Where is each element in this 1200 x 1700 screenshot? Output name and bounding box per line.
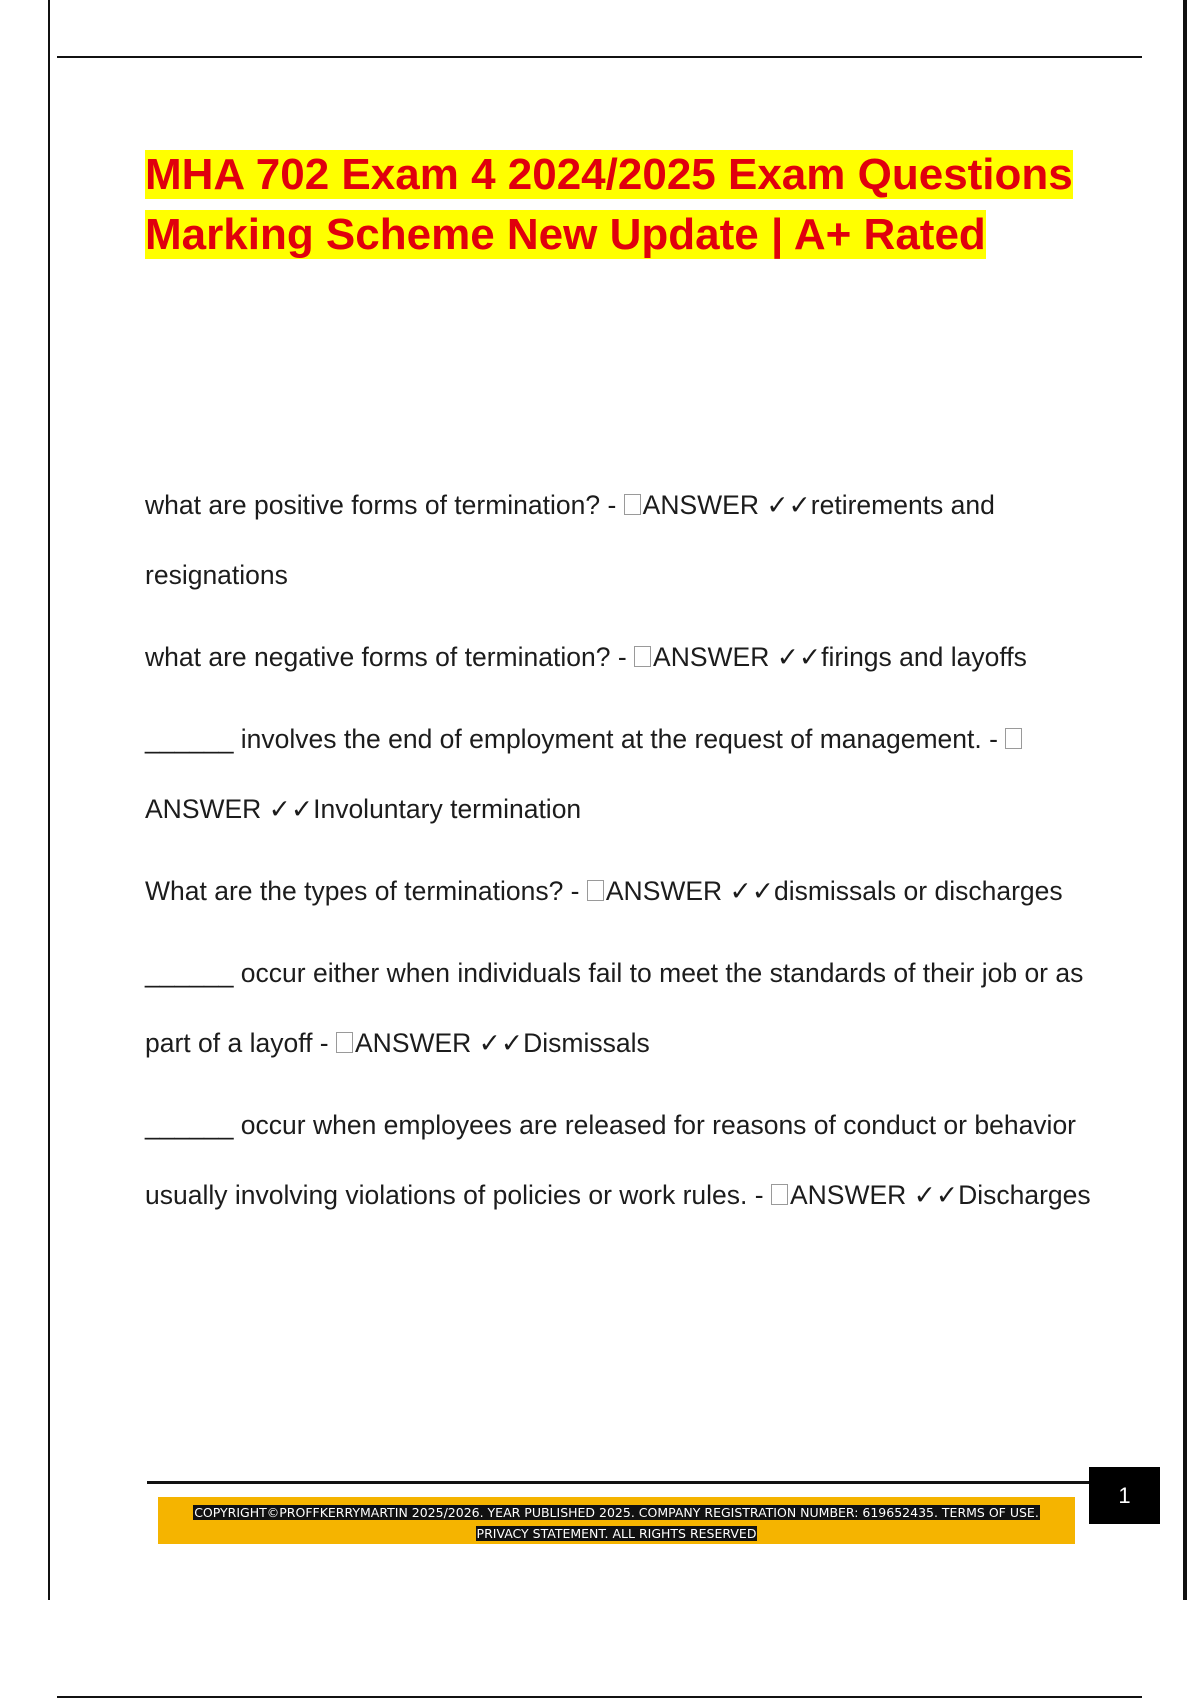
next-page-rule <box>57 1696 1142 1698</box>
answer-marker: ANSWER ✓✓ <box>653 642 822 672</box>
title-highlight: MHA 702 Exam 4 2024/2025 Exam Questions Marking Scheme New Update | A+ Rated <box>145 150 1073 259</box>
missing-glyph-box-icon <box>771 1184 788 1205</box>
qa-item <box>145 622 1105 692</box>
qa-item <box>145 938 1105 1078</box>
copyright-notice <box>168 1502 1065 1544</box>
answer-text: Dismissals <box>523 1028 650 1058</box>
question-answer-list <box>145 470 1105 1242</box>
missing-glyph-box-icon <box>587 880 604 901</box>
answer-text: Discharges <box>958 1180 1091 1210</box>
copyright-line-1: COPYRIGHT©PROFFKERRYMARTIN 2025/2026. YEAR PUBLISHED 2025. COMPANY REGISTRATION NUMBER: 619652435. TERMS OF USE. <box>194 1505 1039 1520</box>
footer-rule <box>147 1481 1089 1484</box>
page-border-left <box>48 0 50 1600</box>
answer-marker: ANSWER ✓✓ <box>789 1180 959 1210</box>
page-border-right <box>1183 0 1187 1600</box>
document-title <box>145 145 1105 265</box>
question-text: what are positive forms of termination? - <box>145 490 624 520</box>
missing-glyph-box-icon <box>634 646 651 667</box>
qa-item <box>145 704 1105 844</box>
answer-marker: ANSWER ✓✓ <box>355 1028 524 1058</box>
missing-glyph-box-icon <box>624 494 641 515</box>
question-text: What are the types of terminations? - <box>145 876 587 906</box>
question-text: ______ occur either when individuals fail to meet the standards of their job or as part of a layoff - <box>145 958 1084 1058</box>
question-text: what are negative forms of termination? - <box>145 642 635 672</box>
answer-text: firings and layoffs <box>821 642 1027 672</box>
answer-marker: ANSWER ✓✓ <box>145 794 314 824</box>
answer-text: dismissals or discharges <box>773 876 1063 906</box>
copyright-line-2: PRIVACY STATEMENT. ALL RIGHTS RESERVED <box>476 1526 757 1541</box>
qa-item <box>145 1090 1105 1230</box>
answer-text: retirements and resignations <box>145 490 995 590</box>
header-rule <box>57 56 1142 58</box>
page-number: 1 <box>1089 1467 1160 1524</box>
answer-text: Involuntary termination <box>313 794 582 824</box>
missing-glyph-box-icon <box>1005 728 1022 749</box>
qa-item <box>145 856 1105 926</box>
answer-marker: ANSWER ✓✓ <box>642 490 811 520</box>
missing-glyph-box-icon <box>336 1032 353 1053</box>
qa-item <box>145 470 1105 610</box>
question-text: ______ occur when employees are released for reasons of conduct or behavior usually involving violations of policies or work rules. - <box>145 1110 1077 1210</box>
answer-marker: ANSWER ✓✓ <box>605 876 774 906</box>
question-text: ______ involves the end of employment at the request of management. - <box>145 724 1006 754</box>
